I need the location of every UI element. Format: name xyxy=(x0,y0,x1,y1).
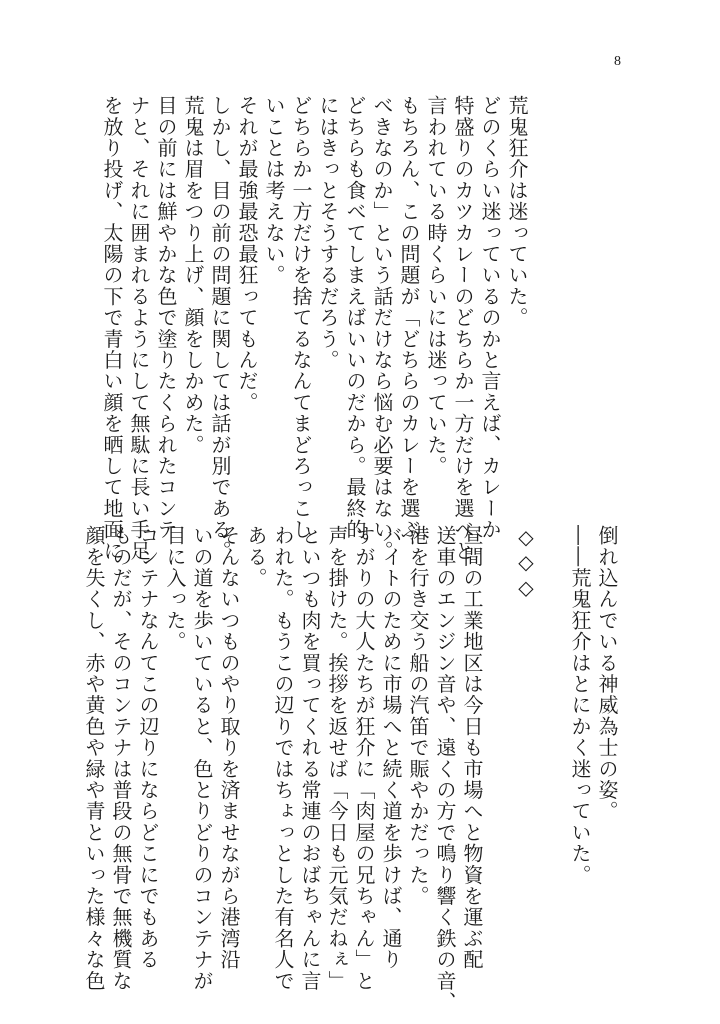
lower-text-line: 港を行き交う船の汽笛で賑やかだった。 xyxy=(406,525,430,907)
lower-text-line: 送車のエンジン音や、遠くの方で鳴り響く鉄の音、 xyxy=(433,525,457,1013)
upper-text-line: べきなのか」という話だけなら悩む必要はない。 xyxy=(370,95,394,562)
lower-text-line: 声を掛けた。挨拶を返せば「今日も元気だねぇ」 xyxy=(325,525,349,992)
lower-text-line xyxy=(539,525,566,940)
lower-text-line: いの道を歩いていると、色とりどりのコンテナが xyxy=(190,525,214,992)
lower-text-line: すがりの大人たちが狂介に「肉屋の兄ちゃん」と xyxy=(352,525,376,992)
lower-text-line: そんないつものやり取りを済ませながら港湾沿 xyxy=(217,525,241,971)
lower-text-line: われた。もうこの辺りではちょっとした有名人で xyxy=(271,525,295,992)
upper-text-line: 荒鬼狂介は迷っていた。 xyxy=(505,95,529,329)
lower-text-line: といつも肉を買ってくれる常連のおばちゃんに言 xyxy=(298,525,322,992)
lower-text-block xyxy=(30,525,620,1013)
upper-text-line: にはきっとそうするだろう。 xyxy=(316,95,340,371)
upper-text-line: どちらも食べてしまえばいいのだから。最終的 xyxy=(343,95,367,541)
lower-text-line: 倒れ込んでいる神威為士の姿。 xyxy=(595,525,619,822)
upper-text-line: ナと、それに囲まれるようにして無駄に長い手足 xyxy=(127,95,151,562)
upper-text-line: それが最強最恐最狂ってもんだ。 xyxy=(235,95,259,413)
upper-text-line: 特盛りのカツカレーのどちらか一方だけを選べと xyxy=(451,95,475,562)
upper-text-line: どのくらい迷っているのかと言えば、カレーか xyxy=(478,95,502,541)
upper-text-line: どちらか一方だけを捨てるなんてまどろっこし xyxy=(289,95,313,541)
lower-text-line: コンテナなんてこの辺りにならどこにでもある xyxy=(136,525,160,971)
upper-text-line: 荒鬼は眉をつり上げ、顔をしかめた。 xyxy=(181,95,205,456)
lower-text-line: ◇◇◇ xyxy=(514,525,538,601)
lower-text-line: 昼間の工業地区は今日も市場へと物資を運ぶ配 xyxy=(460,525,484,971)
lower-text-line: 目に入った。 xyxy=(163,525,187,653)
lower-text-line: バイトのために市場へと続く道を歩けば、通り xyxy=(379,525,403,971)
lower-text-line: ――荒鬼狂介はとにかく迷っていた。 xyxy=(568,525,592,886)
lower-text-line: ものだが、そのコンテナは普段の無骨で無機質な xyxy=(109,525,133,992)
lower-text-line xyxy=(485,525,512,940)
upper-text-line: 言われている時くらいには迷っていた。 xyxy=(424,95,448,477)
upper-text-line: いことは考えない。 xyxy=(262,95,286,286)
upper-text-line: 目の前には鮮やかな色で塗りたくられたコンテ xyxy=(154,95,178,541)
upper-text-line: もちろん、この問題が「どちらのカレーを選ぶ xyxy=(397,95,421,541)
page-number: 8 xyxy=(614,54,621,69)
upper-text-line: しかし、目の前の問題に関しては話が別である。 xyxy=(208,95,232,562)
upper-text-line: を放り投げ、太陽の下で青白い顔を晒して地面に xyxy=(100,95,124,562)
upper-text-block xyxy=(100,95,530,562)
lower-text-line: 顔を失くし、赤や黄色や緑や青といった様々な色 xyxy=(82,525,106,992)
lower-text-line: ある。 xyxy=(244,525,268,589)
